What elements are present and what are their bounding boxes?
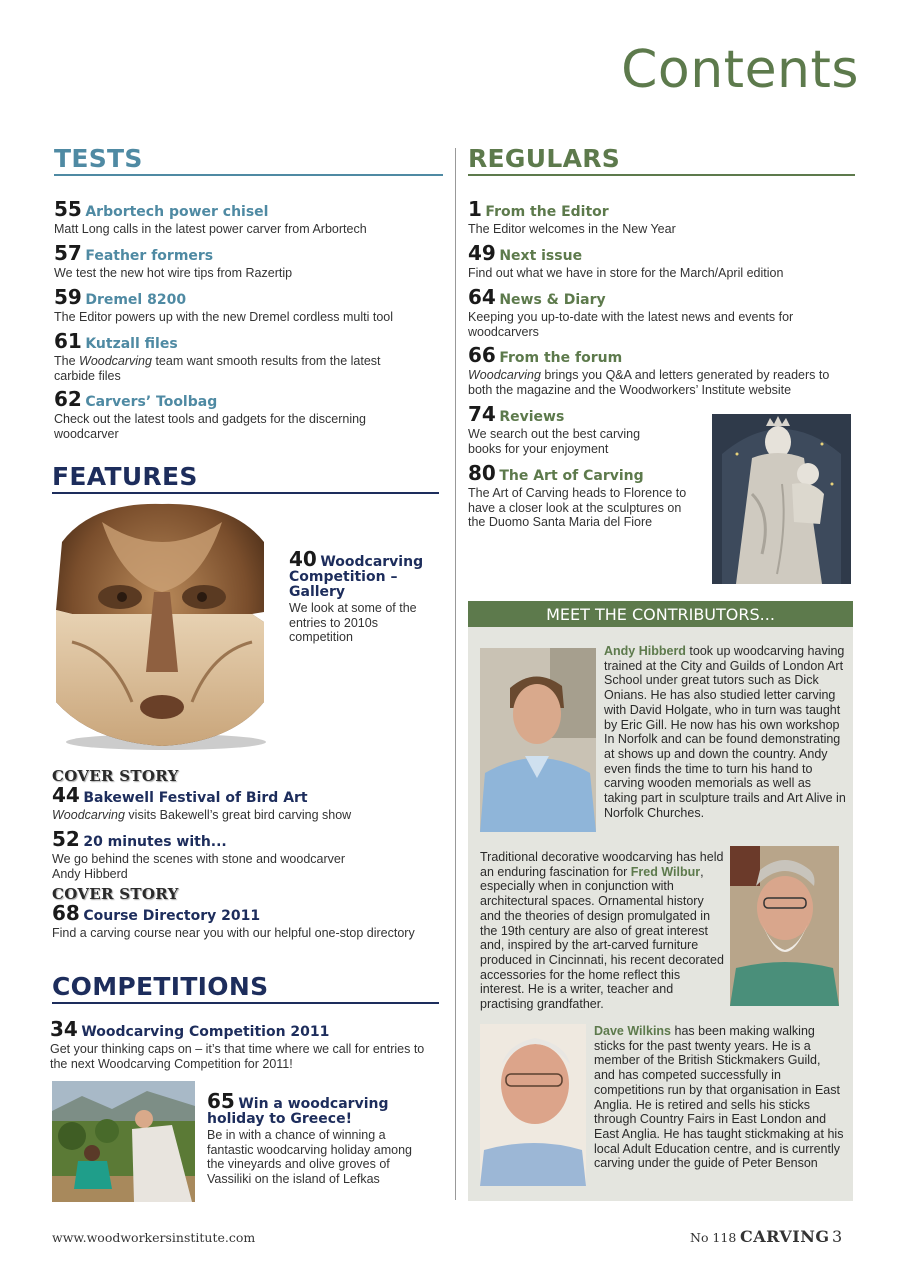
article-desc: The Art of Carving heads to Florence to have a closer look at the sculptures on the Duomo Santa Maria del Fiore [468, 486, 687, 529]
article-title: Woodcarving Competition – Gallery [289, 554, 424, 600]
article-desc: We go behind the scenes with stone and woodcarver Andy Hibberd [52, 852, 346, 881]
carved-mask-image [42, 502, 282, 754]
article-title: From the forum [499, 350, 623, 366]
competitions-item[interactable] [207, 1089, 432, 1186]
article-desc: Keeping you up-to-date with the latest news and events for woodcarvers [468, 310, 794, 339]
article-desc: Find a carving course near you with our helpful one-stop directory [52, 926, 415, 940]
article-title: From the Editor [485, 204, 609, 220]
page-number: 62 [54, 387, 82, 411]
features-item[interactable] [52, 783, 442, 823]
madonna-sculpture-photo [712, 414, 851, 584]
competitions-item[interactable] [50, 1017, 445, 1071]
contributor-name: Dave Wilkins [594, 1024, 672, 1038]
page-number: 34 [50, 1017, 78, 1041]
andy-hibberd-photo [480, 648, 596, 832]
contributors-heading: MEET THE CONTRIBUTORS... [468, 601, 853, 627]
article-title: Kutzall files [85, 336, 178, 352]
tests-item[interactable] [54, 387, 404, 441]
regulars-item[interactable] [468, 343, 853, 397]
regulars-item[interactable] [468, 285, 808, 339]
article-desc: Be in with a chance of winning a fantastic woodcarving holiday among the vineyards and olive groves of Vassiliki on the island of Lefkas [207, 1128, 412, 1186]
page-title: Contents [621, 40, 859, 100]
article-desc: The Woodcarving team want smooth results from the latest carbide files [54, 354, 381, 383]
website-link[interactable]: www.woodworkersinstitute.com [52, 1230, 256, 1245]
column-divider [455, 148, 456, 1200]
dave-wilkins-photo [480, 1024, 586, 1186]
article-title: The Art of Carving [499, 468, 644, 484]
page-number: 61 [54, 329, 82, 353]
article-title: Arbortech power chisel [85, 204, 269, 220]
features-heading: FEATURES [52, 462, 439, 494]
article-desc: We look at some of the entries to 2010s competition [289, 601, 417, 644]
article-desc: Check out the latest tools and gadgets for the discerning woodcarver [54, 412, 366, 441]
page-number: 59 [54, 285, 82, 309]
article-title: Woodcarving Competition 2011 [81, 1024, 330, 1040]
article-title: Bakewell Festival of Bird Art [83, 790, 308, 806]
page-number: 74 [468, 402, 496, 426]
article-desc: Matt Long calls in the latest power carver from Arbortech [54, 222, 367, 236]
magazine-name: CARVING [740, 1227, 830, 1246]
page-number: 44 [52, 783, 80, 807]
features-item[interactable] [52, 827, 372, 881]
page-number: 65 [207, 1089, 235, 1113]
regulars-item[interactable] [468, 197, 858, 237]
contributor-bio: Traditional decorative woodcarving has held an enduring fascination for Fred Wilbur, especially when in conjunction with architectural spaces. Ornamental history and the theories of design promulgated in the 19th century are also of great interest and, inspired by the art-carved furniture produced in Cincinnati, his recent decorated accessories for the home reflect this interest. He is a writer, teacher and practising grandfather. [480, 850, 724, 1012]
page-number: 57 [54, 241, 82, 265]
competitions-heading: COMPETITIONS [52, 972, 439, 1004]
page-number: 49 [468, 241, 496, 265]
article-title: News & Diary [499, 292, 606, 308]
cover-story-label: COVER STORY [52, 885, 179, 903]
contributor-name: Andy Hibberd [604, 644, 686, 658]
tests-item[interactable] [54, 241, 444, 281]
article-desc: We search out the best carving books for your enjoyment [468, 427, 641, 456]
contributor-bio: Dave Wilkins has been making walking sticks for the past twenty years. He is a member of the British Stickmakers Guild, and has competed successfully in competitions run by that organisation in East Anglia. He is retired and sells his sticks through Country Fairs in East London and East Anglia. He has taught stickmaking at his local Adult Education centre, and is currently carving under the guide of Peter Benson [594, 1024, 844, 1171]
regulars-item[interactable] [468, 402, 668, 456]
regulars-item[interactable] [468, 241, 858, 281]
page-number: 66 [468, 343, 496, 367]
greece-vineyard-photo [52, 1081, 195, 1202]
article-title: 20 minutes with... [83, 834, 227, 850]
page-number: 1 [468, 197, 482, 221]
tests-item[interactable] [54, 329, 424, 383]
page-number: 64 [468, 285, 496, 309]
cover-story-label: COVER STORY [52, 767, 179, 785]
article-desc: Woodcarving visits Bakewell’s great bird carving show [52, 808, 352, 822]
contributor-bio: Andy Hibberd took up woodcarving having trained at the City and Guilds of London Art School under great tutors such as Dick Onians. He has also studied letter carving with David Holgate, who in turn was taught by Eric Gill. He now has his own workshop In Norfolk and can be found demonstrating at shows up and down the country. Andy even finds the time to turn his hand to carving wooden memorials as well as taking part in sculpture trails and Art Alive in Norfolk Churches. [604, 644, 846, 820]
article-desc: The Editor powers up with the new Dremel cordless multi tool [54, 310, 394, 324]
fred-wilbur-photo [730, 846, 839, 1006]
regulars-item[interactable] [468, 461, 698, 530]
article-title: Feather formers [85, 248, 214, 264]
page-number: 55 [54, 197, 82, 221]
page-number: 52 [52, 827, 80, 851]
regulars-heading: REGULARS [468, 144, 855, 176]
tests-item[interactable] [54, 197, 444, 237]
article-desc: Woodcarving brings you Q&A and letters generated by readers to both the magazine and the Woodworkers’ Institute website [468, 368, 830, 397]
page-number: 80 [468, 461, 496, 485]
features-item-gallery[interactable] [289, 547, 429, 645]
article-title: Win a woodcarving holiday to Greece! [207, 1096, 389, 1127]
article-title: Course Directory 2011 [83, 908, 261, 924]
features-item[interactable] [52, 901, 447, 941]
tests-heading: TESTS [54, 144, 443, 176]
page-number-footer: 3 [832, 1227, 843, 1246]
contributor-name: Fred Wilbur [630, 864, 701, 879]
article-desc: Find out what we have in store for the March/April edition [468, 266, 784, 280]
article-title: Carvers’ Toolbag [85, 394, 218, 410]
page-number: 40 [289, 547, 317, 571]
article-title: Next issue [499, 248, 583, 264]
article-title: Reviews [499, 409, 565, 425]
issue-number: No 118 [690, 1230, 737, 1245]
tests-item[interactable] [54, 285, 444, 325]
page-number: 68 [52, 901, 80, 925]
article-desc: Get your thinking caps on – it’s that time where we call for entries to the next Woodcarving Competition for 2011! [50, 1042, 425, 1071]
article-desc: We test the new hot wire tips from Razertip [54, 266, 293, 280]
article-title: Dremel 8200 [85, 292, 187, 308]
article-desc: The Editor welcomes in the New Year [468, 222, 676, 236]
